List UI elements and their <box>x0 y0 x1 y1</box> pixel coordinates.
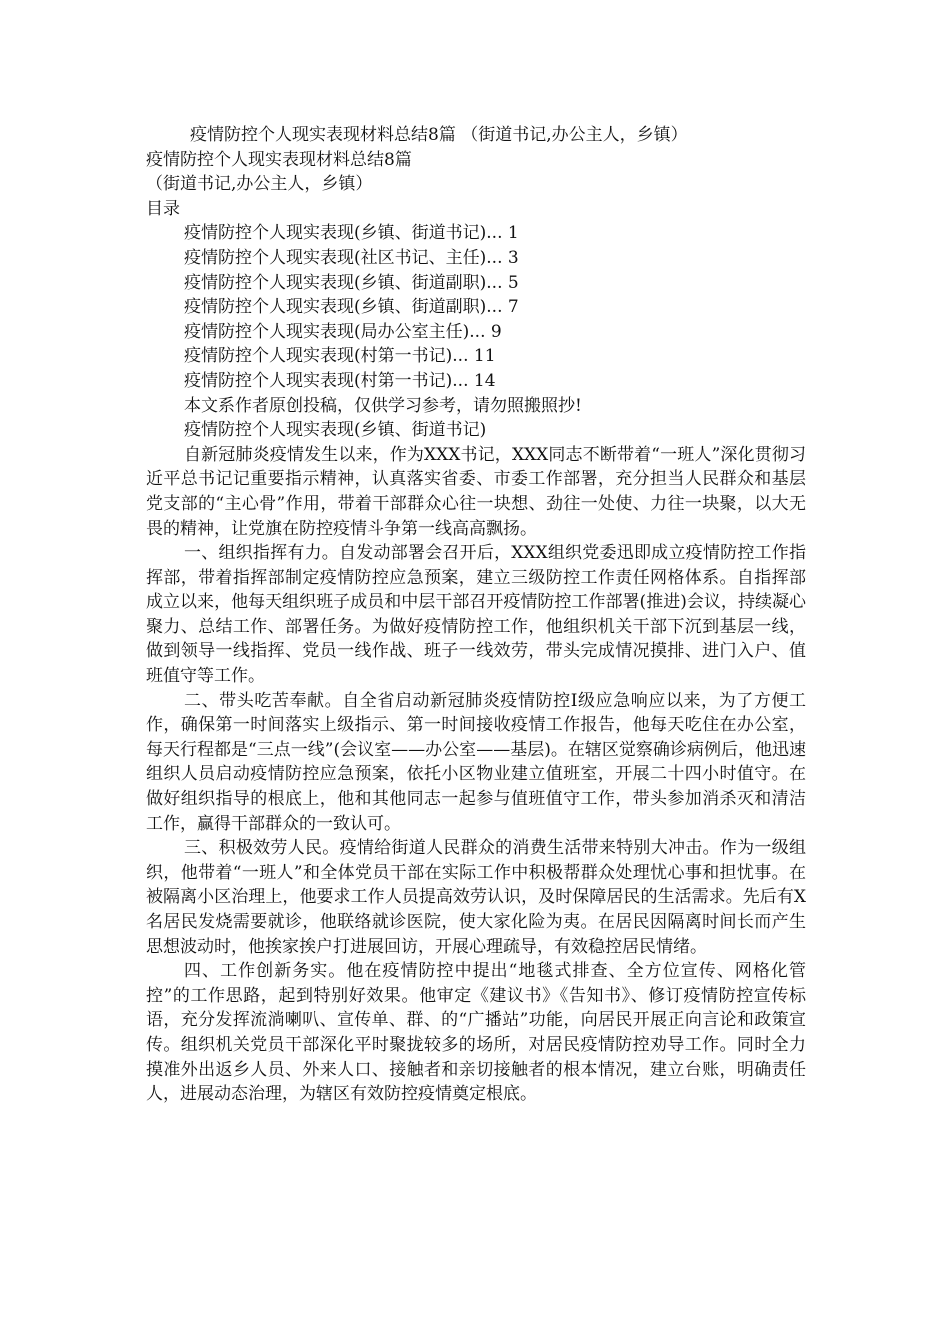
toc-item: 疫情防控个人现实表现(乡镇、街道副职)... 7 <box>184 297 519 318</box>
toc-item: 疫情防控个人现实表现(村第一书记)... 14 <box>184 370 496 391</box>
document-page <box>146 123 806 1107</box>
table-of-contents <box>146 221 806 393</box>
title-line-2: （街道书记,办公主人，乡镇） <box>146 174 373 195</box>
body-paragraph: 三、积极效劳人民。疫情给街道人民群众的消费生活带来特别大冲击。作为一级组织，他带着“一班人”和全体党员干部在实际工作中积极帮群众处理忧心事和担忧事。在被隔离小区治理上，他要求工作人员提高效劳认识，及时保障居民的生活需求。先后有X名居民发烧需要就诊，他联络就诊医院，使大家化险为夷。在居民因隔离时间长而产生思想波动时，他挨家挨户打进展回访，开展心理疏导，有效稳控居民情绪。 <box>146 838 806 957</box>
toc-item: 疫情防控个人现实表现(局办公室主任)... 9 <box>184 321 502 342</box>
toc-heading: 目录 <box>146 198 180 219</box>
body-paragraph: 二、带头吃苦奉献。自全省启动新冠肺炎疫情防控Ⅰ级应急响应以来，为了方便工作，确保第一时间落实上级指示、第一时间接收疫情工作报告，他每天吃住在办公室，每天行程都是“三点一线”(会议室——办公室——基层)。在辖区觉察确诊病例后，他迅速组织人员启动疫情防控应急预案，依托小区物业建立值班室，开展二十四小时值守。在做好组织指导的根底上，他和其他同志一起参与值班值守工作，带头参加消杀灭和清洁工作，赢得干部群众的一致认可。 <box>146 690 806 834</box>
document-title: 疫情防控个人现实表现材料总结8篇 （街道书记,办公主人，乡镇） <box>190 125 688 145</box>
body-paragraph: 四、工作创新务实。他在疫情防控中提出“地毯式排查、全方位宣传、网格化管控”的工作思路，起到特别好效果。他审定《建议书》《告知书》、修订疫情防控宣传标语，充分发挥流淌喇叭、宣传单、群、的“广播站”功能，向居民开展正向言论和政策宣传。组织机关党员干部深化平时聚拢较多的场所，对居民疫情防控劝导工作。同时全力摸准外出返乡人员、外来人口、接触者和亲切接触者的根本情况，建立台账，明确责任人，进展动态治理，为辖区有效防控疫情奠定根底。 <box>146 961 806 1105</box>
body-paragraph: 自新冠肺炎疫情发生以来，作为XXX书记，XXX同志不断带着“一班人”深化贯彻习近平总书记记重要指示精神，认真落实省委、市委工作部署，充分担当人民群众和基层党支部的“主心骨”作用，带着干部群众心往一块想、劲往一处使、力往一块聚，以大无畏的精神，让党旗在防控疫情斗争第一线高高飘扬。 <box>146 444 806 539</box>
body-text <box>146 443 806 1107</box>
toc-item: 疫情防控个人现实表现(村第一书记)... 11 <box>184 346 496 367</box>
section-title: 疫情防控个人现实表现(乡镇、街道书记) <box>184 420 487 441</box>
toc-item: 疫情防控个人现实表现(社区书记、主任)... 3 <box>184 247 519 268</box>
title-line-1: 疫情防控个人现实表现材料总结8篇 <box>146 149 412 170</box>
toc-item: 疫情防控个人现实表现(乡镇、街道书记)... 1 <box>184 223 519 244</box>
toc-item: 疫情防控个人现实表现(乡镇、街道副职)... 5 <box>184 272 519 293</box>
body-paragraph: 一、组织指挥有力。自发动部署会召开后，XXX组织党委迅即成立疫情防控工作指挥部，带着指挥部制定疫情防控应急预案，建立三级防控工作责任网格体系。自指挥部成立以来，他每天组织班子成员和中层干部召开疫情防控工作部署(推进)会议，持续凝心聚力、总结工作、部署任务。为做好疫情防控工作，他组织机关干部下沉到基层一线，做到领导一线指挥、党员一线作战、班子一线效劳，带头完成情况摸排、进门入户、值班值守等工作。 <box>146 543 806 687</box>
copyright-notice: 本文系作者原创投稿，仅供学习参考，请勿照搬照抄! <box>184 395 582 416</box>
